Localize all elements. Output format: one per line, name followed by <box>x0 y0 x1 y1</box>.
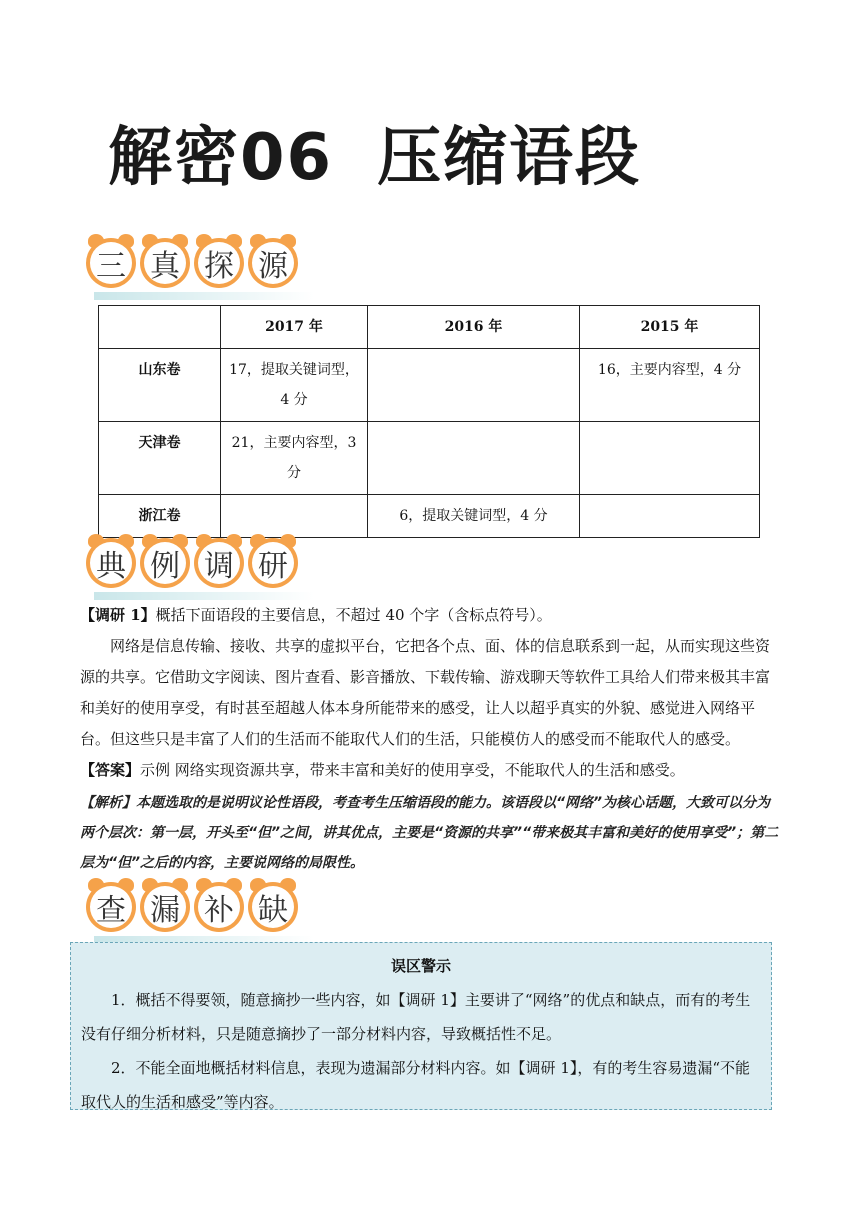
exam-table <box>98 305 760 538</box>
table-row <box>99 495 760 538</box>
table-header-row <box>99 306 760 349</box>
table-cell: 17，提取关键词型，4 分 <box>221 349 368 422</box>
province-cell: 浙江卷 <box>99 495 221 538</box>
answer-text: 示例 网络实现资源共享，带来丰富和美好的使用享受，不能取代人的生活和感受。 <box>140 761 685 779</box>
warning-item: 1．概括不得要领，随意摘抄一些内容，如【调研 1】主要讲了“网络”的优点和缺点，而有的考生没有仔细分析材料，只是随意摘抄了一部分材料内容，导致概括性不足。 <box>81 991 751 1043</box>
analysis-label: 【解析】 <box>80 795 136 811</box>
section-badge: 例 <box>140 538 190 588</box>
table-cell <box>580 495 760 538</box>
answer-block <box>80 755 780 786</box>
section-header-chaloubuque <box>86 882 298 942</box>
research-prompt <box>80 600 780 631</box>
table-header-cell <box>99 306 221 349</box>
section-badge: 补 <box>194 882 244 932</box>
warning-item: 2．不能全面地概括材料信息，表现为遗漏部分材料内容。如【调研 1】，有的考生容易遗漏“不能取代人的生活和感受”等内容。 <box>81 1059 751 1111</box>
table-cell: 6，提取关键词型，4 分 <box>368 495 580 538</box>
table-header-cell: 2016 年 <box>368 306 580 349</box>
section-badge: 研 <box>248 538 298 588</box>
table-row <box>99 422 760 495</box>
table-cell <box>221 495 368 538</box>
warning-title: 误区警示 <box>390 957 451 975</box>
section-badge: 三 <box>86 238 136 288</box>
table-row <box>99 349 760 422</box>
research-label: 【调研 1】 <box>80 606 156 624</box>
analysis-text: 本题选取的是说明议论性语段，考查考生压缩语段的能力。该语段以“网络”为核心话题，大致可以分为两个层次：第一层，开头至“但”之间，讲其优点，主要是“资源的共享”“带来极其丰富和美好的使用享受”；第二层为“但”之后的内容，主要说网络的局限性。 <box>80 795 779 871</box>
section-badge: 源 <box>248 238 298 288</box>
section-badge: 缺 <box>248 882 298 932</box>
research-passage: 网络是信息传输、接收、共享的虚拟平台，它把各个点、面、体的信息联系到一起，从而实现这些资源的共享。它借助文字阅读、图片查看、影音播放、下载传输、游戏聊天等软件工具给人们带来极其丰富和美好的使用享受，有时甚至超越人体本身所能带来的感受，让人以超乎真实的外貌、感觉进入网络平台。但这些只是丰富了人们的生活而不能取代人们的生活，只能模仿人的感受而不能取代人的感受。 <box>80 637 771 748</box>
province-cell: 山东卷 <box>99 349 221 422</box>
section-badge: 典 <box>86 538 136 588</box>
table-header-cell: 2015 年 <box>580 306 760 349</box>
table-cell: 21，主要内容型，3 分 <box>221 422 368 495</box>
section-badge: 调 <box>194 538 244 588</box>
research-prompt-text: 概括下面语段的主要信息，不超过 40 个字（含标点符号）。 <box>155 606 552 624</box>
section-badge: 真 <box>140 238 190 288</box>
table-cell <box>368 422 580 495</box>
table-cell <box>580 422 760 495</box>
province-cell: 天津卷 <box>99 422 221 495</box>
section-badge: 漏 <box>140 882 190 932</box>
analysis-block <box>80 788 780 878</box>
table-cell <box>368 349 580 422</box>
title-part1: 解密06 <box>108 121 334 195</box>
page-title <box>108 118 748 198</box>
section-header-sanzhentanyuan <box>86 238 298 298</box>
title-part2: 压缩语段 <box>377 121 642 195</box>
section-header-dianliyanjiu <box>86 538 298 598</box>
answer-label: 【答案】 <box>80 761 141 779</box>
section-badge: 查 <box>86 882 136 932</box>
warning-box <box>70 942 772 1110</box>
table-cell: 16，主要内容型，4 分 <box>580 349 760 422</box>
table-header-cell: 2017 年 <box>221 306 368 349</box>
section-badge: 探 <box>194 238 244 288</box>
